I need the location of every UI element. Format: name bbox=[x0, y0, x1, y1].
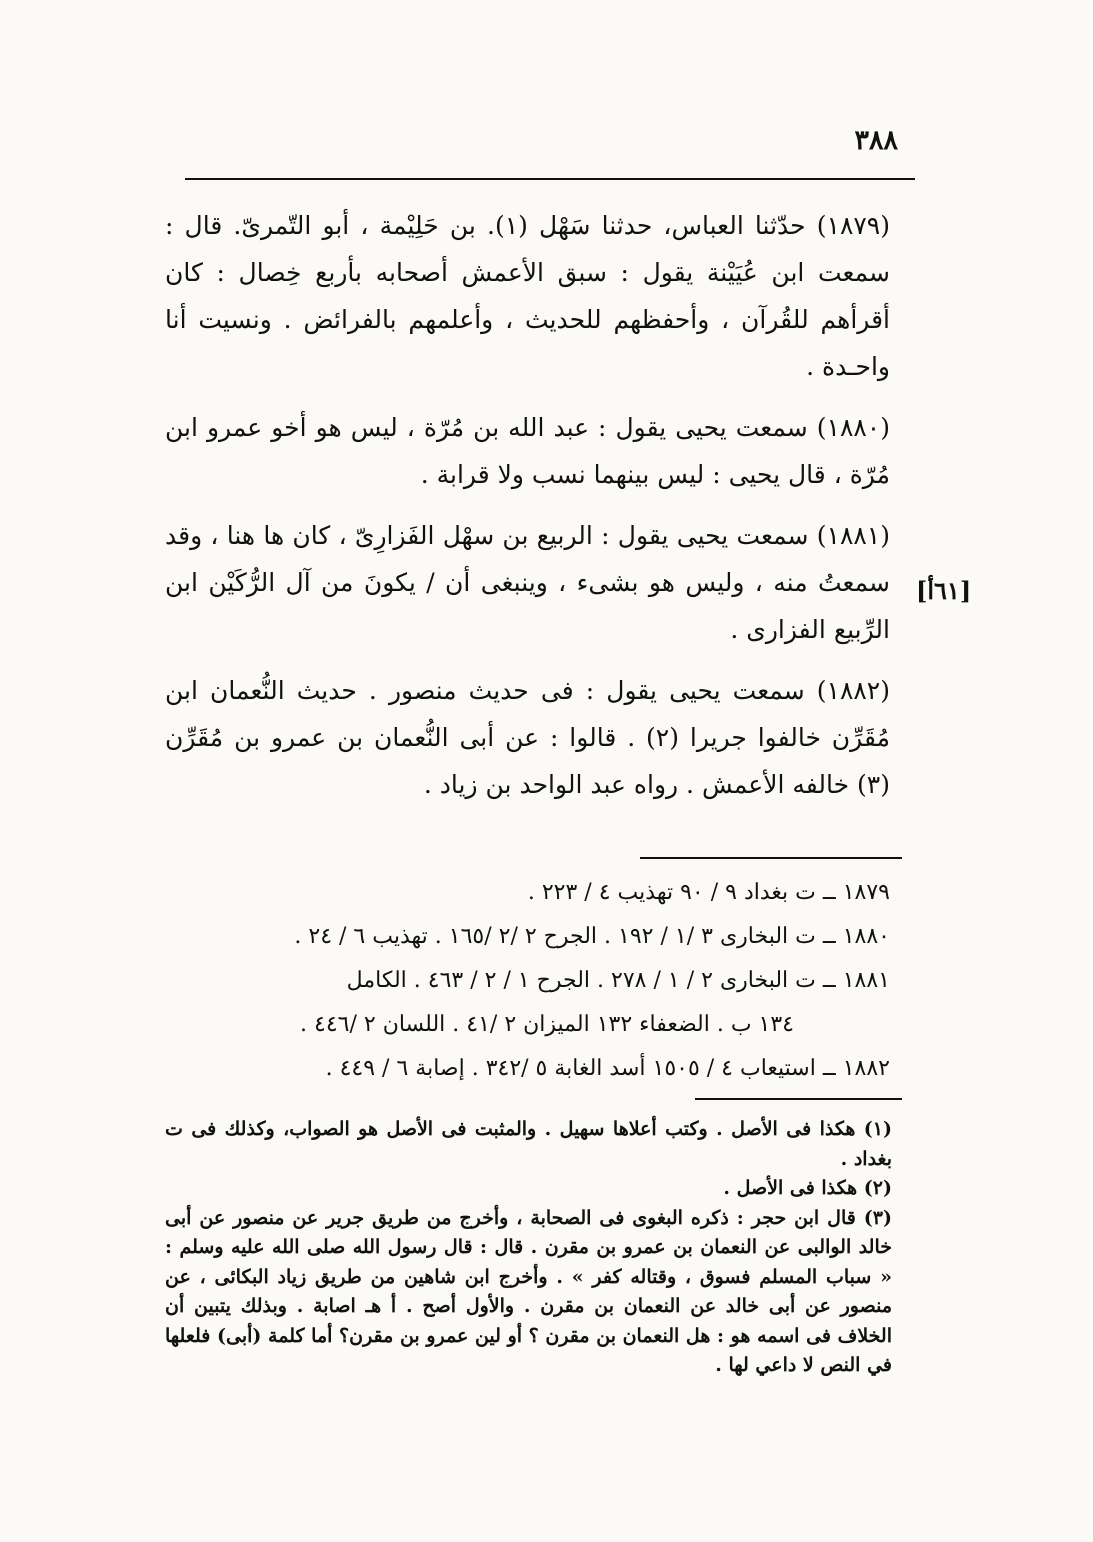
main-text bbox=[165, 202, 890, 808]
footnote-3: (٣) قال ابن حجر : ذكره البغوى فى الصحابة ، وأخرج من طريق جرير عن منصور عن أبى خالد الوالبى عن النعمان بن عمرو بن مقرن . قال : قال رسول الله صلى الله عليه وسلم : « سباب المسلم فسوق ، وقتاله كفر » . وأخرج ابن شاهين من طريق زياد البكائى ، عن منصور عن أبى خالد عن النعمان بن مقرن . والأول أصح . أ هـ اصابة . وبذلك يتبين أن الخلاف فى اسمه هو : هل النعمان بن مقرن ؟ أو لين عمرو بن مقرن؟ أما كلمة (أبى) فلعلها في النص لا داعي لها . bbox=[165, 1206, 892, 1376]
footnotes-block bbox=[165, 1115, 892, 1381]
entry-1882: (١٨٨٢) سمعت يحيى يقول : فى حديث منصور . حديث النُّعمان ابن مُقَرِّن خالفوا جريرا (٢) . قالوا : عن أبى النُّعمان بن عمرو بن مُقَرِّن (٣) خالفه الأعمش . رواه عبد الواحد بن زياد . bbox=[165, 676, 890, 799]
entry-1879: (١٨٧٩) حدّثنا العباس، حدثنا سَهْل (١). بن حَلِيْمة ، أبو التّمرىّ. قال : سمعت ابن عُيَيْنة يقول : سبق الأعمش أصحابه بأربع خِصال : كان أقرأهم للقُرآن ، وأحفظهم للحديث ، وأعلمهم بالفرائض . ونسيت أنا واحـدة . bbox=[165, 211, 890, 381]
header-rule bbox=[185, 178, 915, 180]
reference-1880: ١٨٨٠ ــ ت البخارى ٣ /١ / ١٩٢ . الجرح ٢ /٢ /١٦٥ . تهذيب ٦ / ٢٤ . bbox=[294, 924, 890, 949]
manuscript-folio-marker: [٦١أ] bbox=[916, 576, 972, 605]
entry-1881: (١٨٨١) سمعت يحيى يقول : الربيع بن سهْل الفَزارِىّ ، كان ها هنا ، وقد سمعتُ منه ، وليس هو بشىء ، وينبغى أن / يكونَ من آل الرُّكَيْن ابن الرِّبيع الفزارى . bbox=[165, 521, 890, 644]
references-block bbox=[165, 871, 890, 1091]
page-number: ٣٨٨ bbox=[854, 125, 898, 156]
entry-1880: (١٨٨٠) سمعت يحيى يقول : عبد الله بن مُرّة ، ليس هو أخو عمرو ابن مُرّة ، قال يحيى : ليس بينهما نسب ولا قرابة . bbox=[165, 413, 890, 489]
reference-1879: ١٨٧٩ ــ ت بغداد ٩ / ٩٠ تهذيب ٤ / ٢٢٣ . bbox=[527, 880, 890, 905]
footnotes-rule bbox=[695, 1098, 902, 1100]
references-rule bbox=[640, 857, 902, 859]
reference-1882: ١٨٨٢ ــ استيعاب ٤ / ١٥٠٥ أسد الغابة ٥ /٣٤٢ . إصابة ٦ / ٤٤٩ . bbox=[325, 1056, 890, 1081]
footnote-2: (٢) هكذا فى الأصل . bbox=[723, 1177, 892, 1199]
reference-1881: ١٨٨١ ــ ت البخارى ٢ / ١ / ٢٧٨ . الجرح ١ / ٢ / ٤٦٣ . الكامل bbox=[346, 968, 890, 993]
footnote-1: (١) هكذا فى الأصل . وكتب أعلاها سهيل . والمثبت فى الأصل هو الصواب، وكذلك فى ت بغداد . bbox=[165, 1118, 892, 1170]
reference-1881-continued: ١٣٤ ب . الضعفاء ١٣٢ الميزان ٢ /٤١ . اللسان ٢ /٤٤٦ . bbox=[300, 1012, 794, 1037]
